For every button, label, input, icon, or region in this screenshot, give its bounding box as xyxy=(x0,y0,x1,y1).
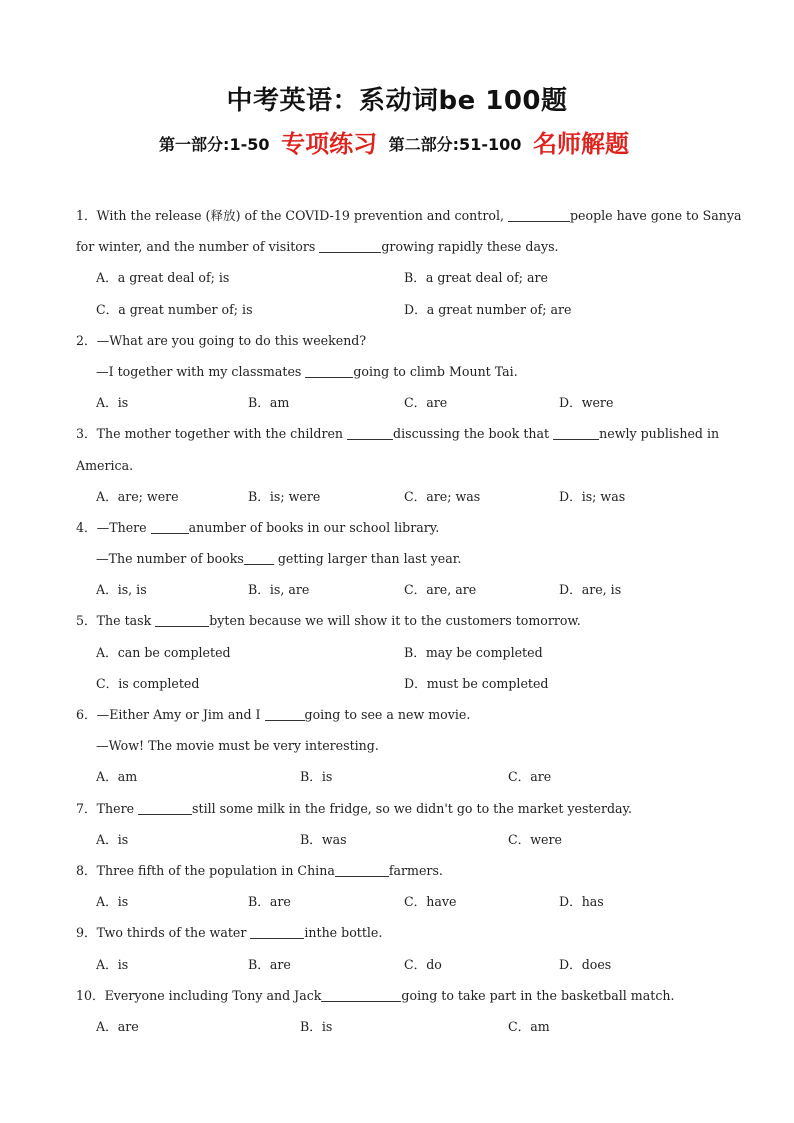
question-text-part: 8．Three fifth of the population in China xyxy=(76,862,335,878)
question-text-part: 5．The task xyxy=(76,613,156,629)
option-a: A．can be completed xyxy=(96,644,231,660)
option-b: B．is; were xyxy=(248,488,321,504)
option-c: C．are; was xyxy=(404,488,481,504)
options-row xyxy=(76,761,716,792)
question-3 xyxy=(76,418,720,512)
option-a: A．is xyxy=(96,894,129,910)
option-c: C．were xyxy=(508,831,562,847)
question-list xyxy=(76,200,742,1042)
question-text xyxy=(76,699,716,730)
option-b: B．are xyxy=(248,956,291,972)
question-text-part: still some milk in the fridge, so we didn't go to the market yesterday. xyxy=(192,800,632,816)
option-a: A．are; were xyxy=(96,488,179,504)
options-row xyxy=(76,668,716,699)
options-row xyxy=(76,262,716,293)
question-text xyxy=(76,917,716,948)
answer-blank xyxy=(305,363,353,378)
subtitle-highlight-practice: 专项练习 xyxy=(281,130,378,158)
question-5 xyxy=(76,605,716,699)
answer-blank xyxy=(155,612,209,627)
question-text-part: people have gone to Sanya xyxy=(569,208,742,223)
option-b: B．was xyxy=(300,831,347,847)
options-row xyxy=(76,637,716,668)
question-text-part: getting larger than last year. xyxy=(273,551,462,567)
option-a: A．are xyxy=(96,1018,139,1034)
question-9 xyxy=(76,917,716,979)
answer-blank xyxy=(151,519,189,534)
question-text xyxy=(76,855,716,886)
option-d: D．does xyxy=(559,956,612,972)
answer-blank xyxy=(553,425,599,440)
option-b: B．is, are xyxy=(248,582,310,598)
options-row xyxy=(76,886,716,917)
question-text-part: —I together with my classmates xyxy=(96,363,306,379)
question-text xyxy=(76,605,716,636)
option-d: D．must be completed xyxy=(404,675,549,691)
question-text xyxy=(76,793,716,824)
question-text-part: 6．—Either Amy or Jim and I xyxy=(76,707,265,722)
answer-blank xyxy=(250,924,304,939)
options-row xyxy=(76,574,716,605)
option-b: B．am xyxy=(248,395,290,411)
option-c: C．are xyxy=(404,395,448,411)
question-text-part: going to take part in the basketball match. xyxy=(401,987,675,1003)
question-text: —Wow! The movie must be very interesting. xyxy=(96,738,379,754)
subtitle-part2: 第二部分:51-100 xyxy=(388,135,522,154)
option-c: C．do xyxy=(404,956,442,972)
question-text xyxy=(76,980,716,1011)
answer-blank xyxy=(138,800,192,815)
question-text-part: growing rapidly these days. xyxy=(381,239,559,255)
question-text xyxy=(76,418,720,449)
question-text xyxy=(76,200,742,231)
question-text xyxy=(76,512,716,543)
question-1 xyxy=(76,200,742,325)
option-c: C．is completed xyxy=(96,675,200,691)
option-c: C．have xyxy=(404,894,457,910)
question-text xyxy=(76,356,716,387)
question-text-part: 3．The mother together with the children xyxy=(76,426,348,442)
option-d: D．is; was xyxy=(559,488,626,504)
question-text-part: newly published in xyxy=(599,426,720,442)
option-b: B．is xyxy=(300,769,333,785)
options-row xyxy=(76,294,716,325)
page-subtitle xyxy=(0,124,794,159)
question-text-part: going to climb Mount Tai. xyxy=(353,363,518,379)
option-d: D．a great number of; are xyxy=(404,301,572,317)
question-text xyxy=(76,231,716,262)
option-c: C．am xyxy=(508,1018,550,1034)
question-text xyxy=(76,543,716,574)
question-text-part: —The number of books xyxy=(96,551,244,567)
options-row xyxy=(76,824,716,855)
question-text-part: going to see a new movie. xyxy=(304,707,471,722)
options-row xyxy=(76,1011,716,1042)
option-d: D．are, is xyxy=(559,582,622,598)
question-text-part: farmers. xyxy=(388,862,443,878)
question-text-part: for winter, and the number of visitors xyxy=(76,239,320,255)
option-a: A．am xyxy=(96,769,138,785)
subtitle-part1: 第一部分:1-50 xyxy=(159,135,270,154)
question-2 xyxy=(76,325,716,419)
answer-blank xyxy=(319,238,381,253)
options-row xyxy=(76,387,716,418)
question-8 xyxy=(76,855,716,917)
option-b: B．a great deal of; are xyxy=(404,270,548,286)
question-text-part: 1．With the release (释放) of the COVID-19 prevention and control, xyxy=(76,208,508,223)
option-c: C．are, are xyxy=(404,582,477,598)
option-b: B．are xyxy=(248,894,291,910)
answer-blank xyxy=(347,425,393,440)
answer-blank xyxy=(321,987,401,1002)
question-10 xyxy=(76,980,716,1042)
answer-blank xyxy=(335,862,389,877)
question-4 xyxy=(76,512,716,606)
question-text-part: 4．—There xyxy=(76,519,151,535)
option-b: B．is xyxy=(300,1018,333,1034)
option-c: C．a great number of; is xyxy=(96,301,253,317)
option-a: A．is, is xyxy=(96,582,147,598)
question-text-part: 10．Everyone including Tony and Jack xyxy=(76,987,322,1003)
option-a: A．a great deal of; is xyxy=(96,270,230,286)
option-d: D．has xyxy=(559,894,604,910)
question-text-part: inthe bottle. xyxy=(304,925,383,941)
answer-blank xyxy=(508,207,570,222)
answer-blank xyxy=(265,706,305,721)
question-text: America. xyxy=(76,457,134,473)
question-7 xyxy=(76,793,716,855)
option-a: A．is xyxy=(96,956,129,972)
question-text: 2．—What are you going to do this weekend? xyxy=(76,332,367,348)
subtitle-highlight-explain: 名师解题 xyxy=(532,130,629,158)
question-text-part: discussing the book that xyxy=(393,426,554,442)
question-text-part: byten because we will show it to the customers tomorrow. xyxy=(209,613,581,629)
question-text-part: 7．There xyxy=(76,800,139,816)
answer-blank xyxy=(244,550,274,565)
option-a: A．is xyxy=(96,395,129,411)
page-title: 中考英语：系动词be 100题 xyxy=(226,86,568,116)
option-d: D．were xyxy=(559,395,614,411)
option-a: A．is xyxy=(96,831,129,847)
question-text-part: 9．Two thirds of the water xyxy=(76,925,251,941)
question-6 xyxy=(76,699,716,793)
options-row xyxy=(76,481,716,512)
option-b: B．may be completed xyxy=(404,644,543,660)
options-row xyxy=(76,949,716,980)
option-c: C．are xyxy=(508,769,552,785)
question-text-part: anumber of books in our school library. xyxy=(188,519,440,535)
